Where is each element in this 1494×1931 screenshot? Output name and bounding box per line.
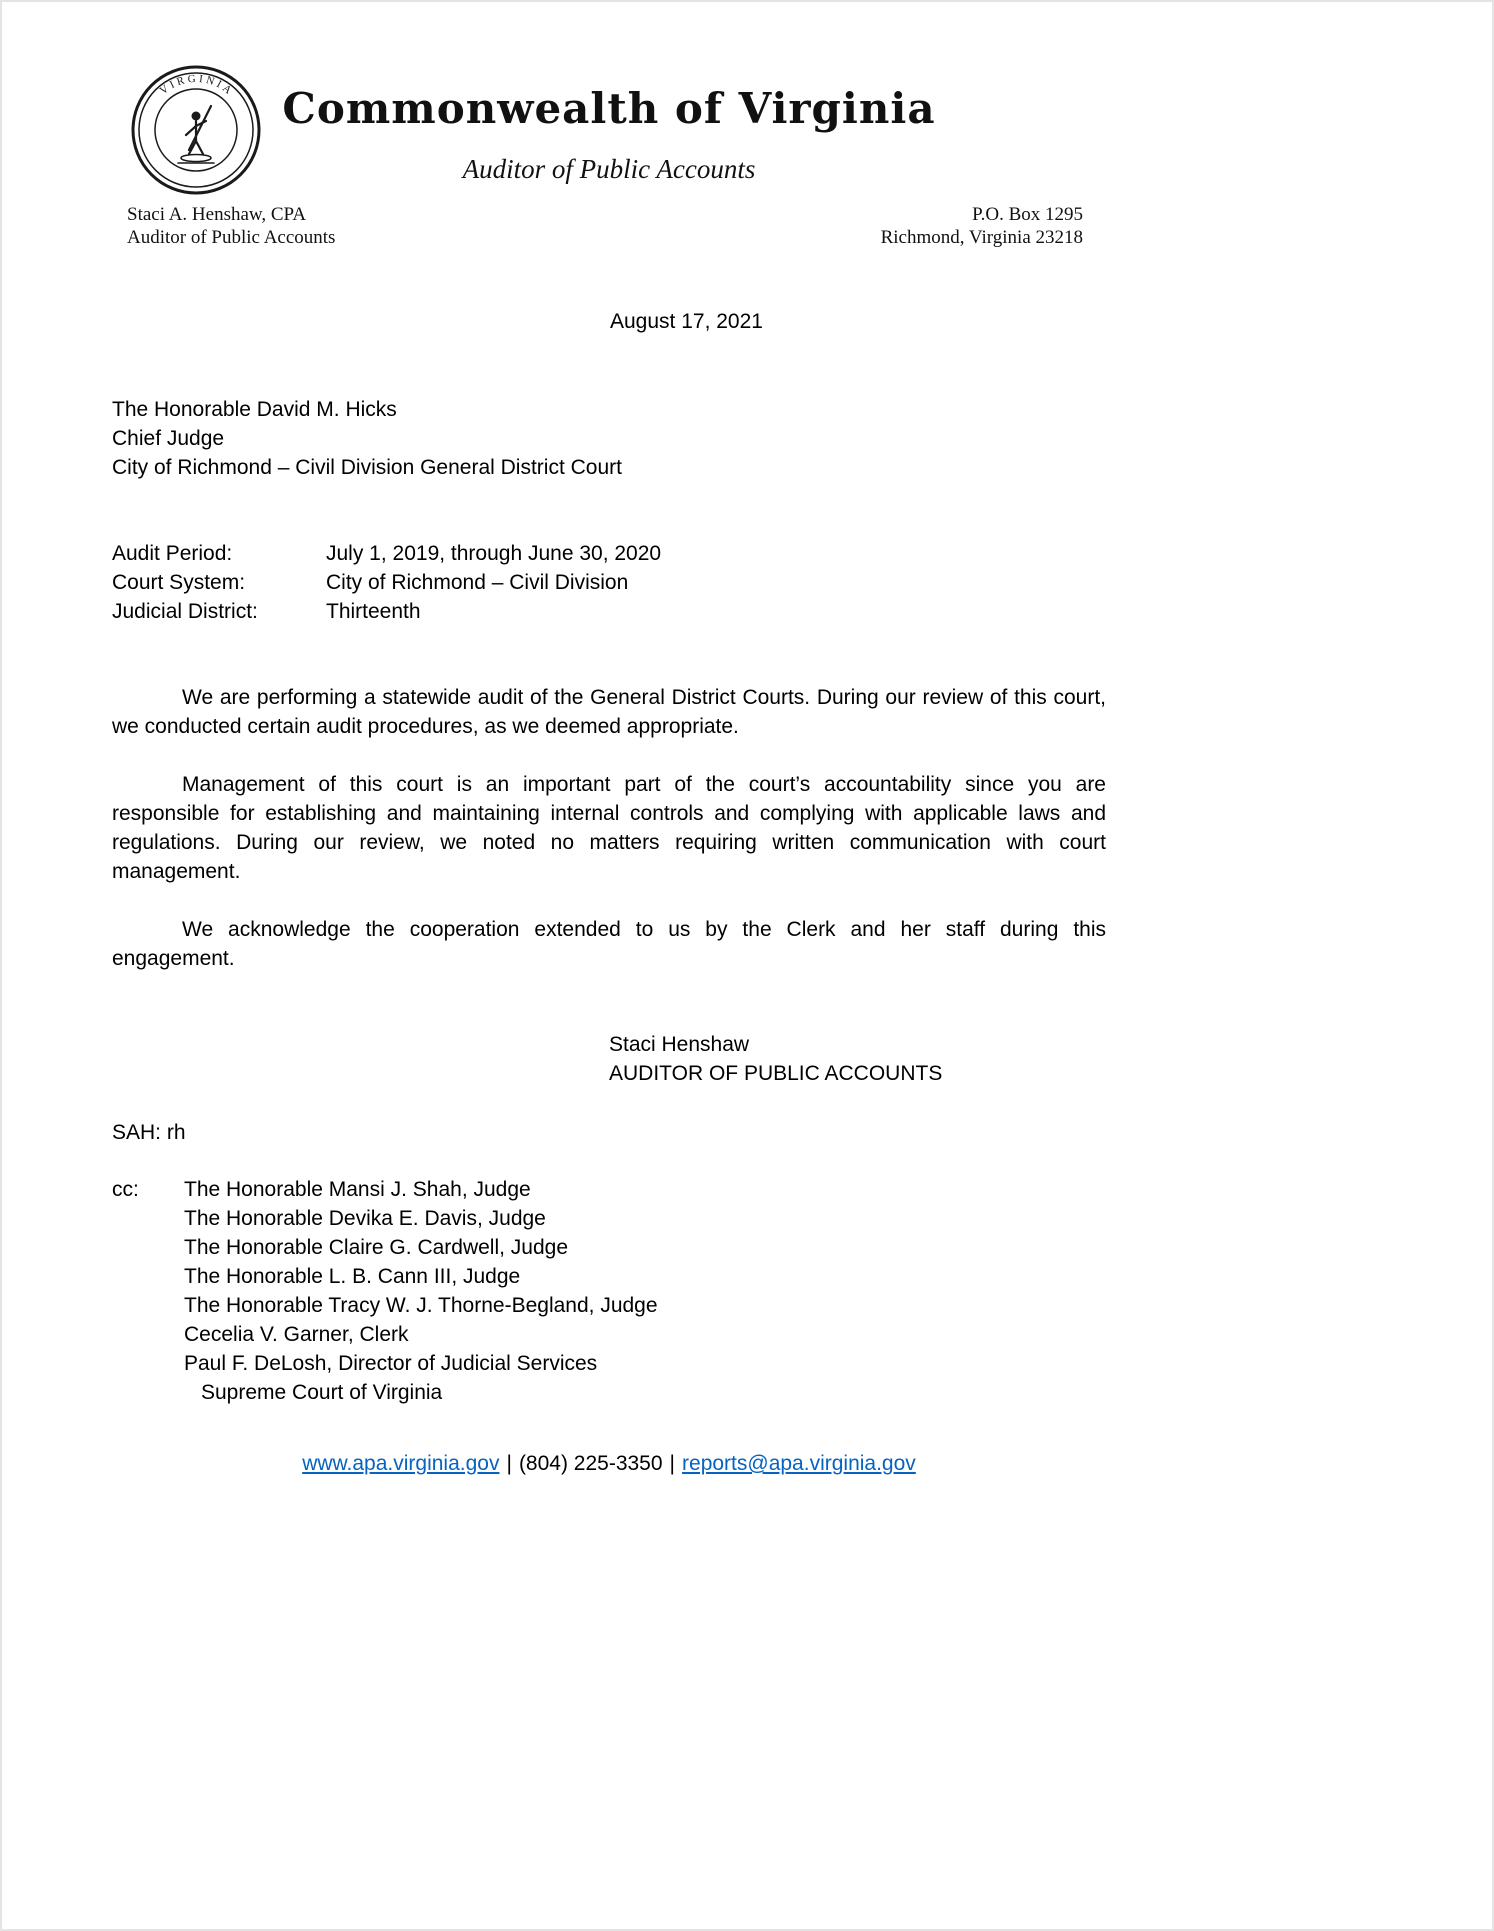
signature-name: Staci Henshaw xyxy=(609,1033,750,1056)
seal-ring-text: VIRGINIA xyxy=(157,72,237,99)
cc-recipient: Supreme Court of Virginia xyxy=(201,1381,443,1404)
audit-meta-block xyxy=(112,539,1106,626)
body-paragraph: Management of this court is an important part of the court’s accountability since you are responsible for establishing and maintaining internal controls and complying with applicable laws and regulations. During our review, we noted no matters requiring written communication with court management. xyxy=(112,773,1106,883)
meta-value: Thirteenth xyxy=(326,600,421,623)
footer-separator: | xyxy=(669,1452,676,1475)
official-title: Auditor of Public Accounts xyxy=(127,227,336,248)
cc-recipient: Cecelia V. Garner, Clerk xyxy=(184,1323,409,1346)
meta-value: City of Richmond – Civil Division xyxy=(326,571,629,594)
email-link[interactable]: reports@apa.virginia.gov xyxy=(682,1452,916,1475)
cc-block xyxy=(112,1175,1106,1407)
body-paragraph: We acknowledge the cooperation extended to us by the Clerk and her staff during this engagement. xyxy=(112,918,1106,970)
website-link[interactable]: www.apa.virginia.gov xyxy=(302,1452,500,1475)
signature-block xyxy=(609,1030,942,1088)
footer-contact-line xyxy=(112,1449,1106,1478)
footer-separator: | xyxy=(506,1452,512,1475)
signature-title: AUDITOR OF PUBLIC ACCOUNTS xyxy=(609,1062,943,1085)
meta-label: Audit Period: xyxy=(112,542,233,565)
footer-phone: (804) 225-3350 xyxy=(518,1452,663,1475)
cc-recipient: The Honorable Mansi J. Shah, Judge xyxy=(184,1178,531,1201)
body-paragraph: We are performing a statewide audit of the General District Courts. During our review of this court, we conducted certain audit procedures, as we deemed appropriate. xyxy=(112,686,1106,738)
cc-recipient: The Honorable Tracy W. J. Thorne-Begland, Judge xyxy=(184,1294,658,1317)
cc-recipient: The Honorable L. B. Cann III, Judge xyxy=(184,1265,521,1288)
meta-value: July 1, 2019, through June 30, 2020 xyxy=(326,542,662,565)
recipient-block xyxy=(112,395,1106,482)
address-line-2: Richmond, Virginia 23218 xyxy=(880,227,1083,248)
official-name: Staci A. Henshaw, CPA xyxy=(127,204,307,225)
recipient-title: Chief Judge xyxy=(112,427,225,450)
meta-row-audit-period xyxy=(112,539,1106,568)
cc-recipient: The Honorable Claire G. Cardwell, Judge xyxy=(184,1236,569,1259)
cc-label: cc: xyxy=(112,1178,139,1201)
meta-row-court-system xyxy=(112,568,1106,597)
meta-label: Judicial District: xyxy=(112,600,258,623)
cc-recipient: The Honorable Devika E. Davis, Judge xyxy=(184,1207,546,1230)
reference-initials: SAH: rh xyxy=(112,1121,186,1144)
address-line-1: P.O. Box 1295 xyxy=(972,204,1083,225)
cc-recipient: Paul F. DeLosh, Director of Judicial Services xyxy=(184,1352,598,1375)
letterhead-subtitle: Auditor of Public Accounts xyxy=(462,154,756,184)
letter-date: August 17, 2021 xyxy=(610,310,763,333)
official-block xyxy=(127,203,335,249)
meta-label: Court System: xyxy=(112,571,246,594)
recipient-name: The Honorable David M. Hicks xyxy=(112,398,397,421)
recipient-court: City of Richmond – Civil Division General District Court xyxy=(112,456,622,479)
cc-list xyxy=(184,1175,658,1407)
meta-row-judicial-district xyxy=(112,597,1106,626)
letterhead-title: Commonwealth of Virginia xyxy=(282,84,936,133)
address-block xyxy=(881,203,1083,249)
letter-body xyxy=(112,683,1106,973)
